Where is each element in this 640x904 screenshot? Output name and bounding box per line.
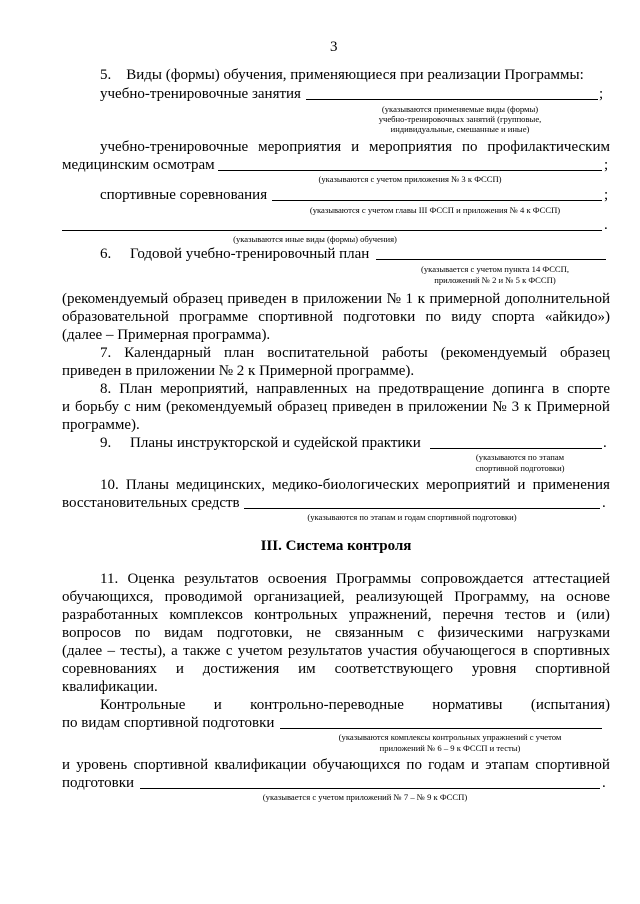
norms-note-3: (указывается с учетом приложений № 7 – № 9 к ФССП) (262, 792, 468, 802)
item5-events-line1: учебно-тренировочные мероприятия и мероприятия по профилактическим (100, 139, 610, 155)
norms-end: . (602, 775, 606, 791)
item5-other-note: (указываются иные виды (формы) обучения) (233, 234, 397, 244)
item11-last-line: квалификации. (62, 679, 158, 695)
item10-line2: восстановительных средств (62, 495, 240, 511)
norms-line3: и уровень спортивной квалификации обучающихся по годам и этапам спортивной (62, 757, 610, 773)
item11-line4: вопросов по видам подготовки, не связанным с физическими нагрузками (62, 625, 610, 641)
norms-note-2: приложений № 6 – 9 к ФССП и тесты) (379, 743, 521, 753)
item5-tz-note-1: (указываются применяемые виды (формы) (381, 104, 539, 114)
item6-line1: (рекомендуемый образец приведен в приложении № 1 к примерной дополнительной (62, 291, 610, 307)
item8-line2: и борьбу с ним (рекомендуемый образец приведен в приложении № 3 к Примерной (62, 399, 610, 415)
item5-comp-end: ; (604, 187, 609, 203)
item6-note-2: приложений № 2 и № 5 к ФССП) (434, 275, 556, 285)
item5-tz-note-3: индивидуальные, смешанные и иные) (390, 124, 530, 134)
item5-other-end: . (604, 217, 608, 233)
item5-comp-label: спортивные соревнования (100, 187, 268, 203)
item6-note-1: (указывается с учетом пункта 14 ФССП, (420, 264, 570, 274)
item11-line6: соревнованиях и достижения им соответствующего уровня спортивной (62, 661, 610, 677)
item5-comp-fill-line (272, 200, 602, 201)
item11-line5: (далее – тесты), а также с учетом результатов участия обучающегося в спортивных (62, 643, 610, 659)
item5-events-line2: медицинским осмотрам (62, 157, 215, 173)
item5-events-note: (указываются с учетом приложения № 3 к ФССП) (318, 174, 502, 184)
item9-label: 9. Планы инструкторской и судейской практики (100, 435, 421, 451)
norms-note-1: (указываются комплексы контрольных упражнений с учетом (338, 732, 562, 742)
item10-end: . (602, 495, 606, 511)
item5-tz-fill-line (306, 99, 598, 100)
item5-events-end: ; (604, 157, 609, 173)
item5-tz-note-2: учебно-тренировочных занятий (групповые, (378, 114, 542, 124)
norms-line1: Контрольные и контрольно-переводные нормативы (испытания) (100, 697, 610, 713)
item9-note-1: (указываются по этапам (475, 452, 565, 462)
item5-other-fill-line (62, 230, 602, 231)
item6-line2: образовательной программе спортивной подготовки по виду спорта «айкидо») (62, 309, 610, 325)
norms-line4: подготовки (62, 775, 135, 791)
norms-line2: по видам спортивной подготовки (62, 715, 275, 731)
item6-fill-line (376, 259, 606, 260)
item7-line1: 7. Календарный план воспитательной работы (рекомендуемый образец (100, 345, 610, 361)
norms-fill-line (280, 728, 602, 729)
section-heading: III. Система контроля (260, 538, 412, 554)
item6-line3: (далее – Примерная программа). (62, 327, 271, 343)
item6-label: 6. Годовой учебно-тренировочный план (100, 246, 370, 262)
item9-fill-line (430, 448, 602, 449)
item10-note: (указываются по этапам и годам спортивной подготовки) (307, 512, 517, 522)
item5-tz-end: ; (599, 86, 604, 102)
item9-end: . (603, 435, 607, 451)
item11-line2: обучающихся, проводимой организацией, реализующей Программу, на основе (62, 589, 610, 605)
item8-line3: программе). (62, 417, 140, 433)
item10-line1: 10. Планы медицинских, медико-биологических мероприятий и применения (100, 477, 610, 493)
norms-fill-line-2 (140, 788, 600, 789)
item10-fill-line (244, 508, 600, 509)
item5-tz-label: учебно-тренировочные занятия (100, 86, 301, 102)
item5-comp-note: (указываются с учетом главы III ФССП и приложения № 4 к ФССП) (309, 205, 561, 215)
item9-note-2: спортивной подготовки) (475, 463, 565, 473)
page-number: 3 (330, 39, 338, 55)
item5-title: 5. Виды (формы) обучения, применяющиеся при реализации Программы: (100, 67, 584, 83)
item11-line1: 11. Оценка результатов освоения Программы сопровождается аттестацией (100, 571, 610, 587)
item8-line1: 8. План мероприятий, направленных на предотвращение допинга в спорте (100, 381, 610, 397)
item11-line3: разработанных комплексов контрольных упражнений, перечня тестов и (или) (62, 607, 610, 623)
item5-events-fill-line (218, 170, 602, 171)
item7-line2: приведен в приложении № 2 к Примерной программе). (62, 363, 415, 379)
